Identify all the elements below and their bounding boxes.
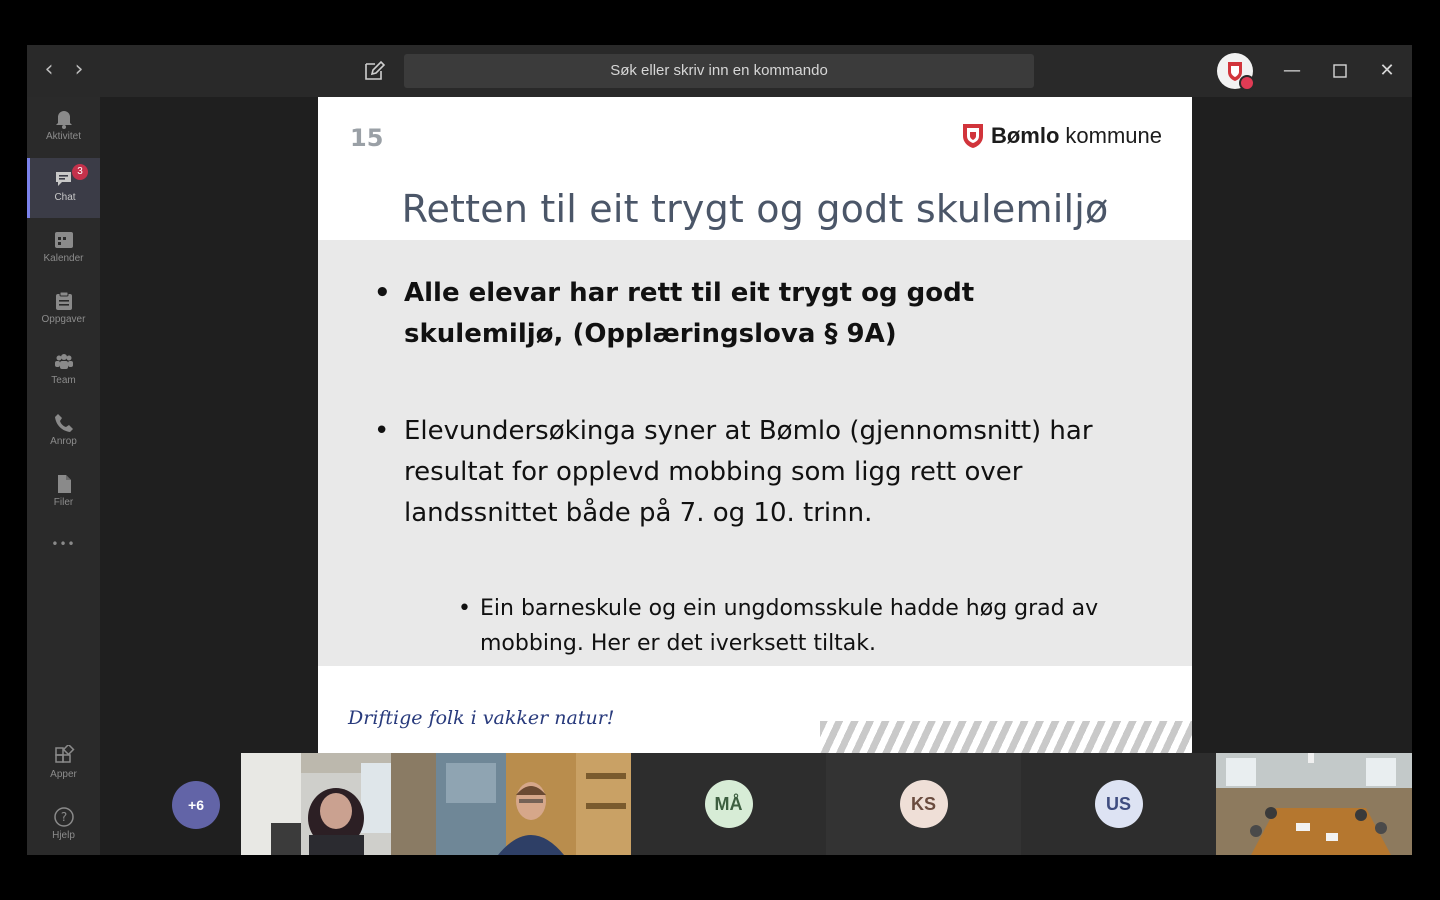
- participant-avatar: US: [1095, 780, 1143, 828]
- rail-item-hjelp[interactable]: [27, 796, 100, 855]
- slide-number: 15: [350, 124, 384, 152]
- search-input[interactable]: Søk eller skriv inn en kommando: [404, 54, 1034, 88]
- app-rail: [27, 97, 100, 855]
- participant-tile-ks[interactable]: [826, 753, 1021, 855]
- chevron-left-icon[interactable]: ‹: [44, 57, 54, 82]
- participant-video-meeting-room: [1216, 753, 1412, 855]
- bullet-1: [374, 273, 1134, 355]
- decorative-stripes: [820, 721, 1192, 753]
- bullet-dot: •: [374, 278, 391, 308]
- compose-icon[interactable]: [362, 59, 386, 83]
- brand-name-rest: kommune: [1065, 123, 1162, 148]
- participant-video-woman: [241, 753, 436, 855]
- participant-video-tile[interactable]: [436, 753, 631, 855]
- title-bar: [27, 45, 1412, 97]
- rail-label: Kalender: [43, 253, 84, 264]
- minimize-icon[interactable]: —: [1283, 60, 1301, 81]
- rail-label: Hjelp: [52, 830, 75, 841]
- bullet-3-text: Ein barneskule og ein ungdomsskule hadde høg grad av mobbing. Her er det iverksett tiltak.: [480, 596, 1099, 656]
- bullet-3: [458, 591, 1160, 661]
- participant-tile-ma[interactable]: [631, 753, 826, 855]
- calendar-icon: [53, 229, 75, 251]
- participant-video-tile[interactable]: [1216, 753, 1412, 855]
- bullet-2: [374, 411, 1164, 534]
- bullet-dot: •: [458, 596, 471, 621]
- chevron-right-icon[interactable]: ›: [74, 57, 84, 82]
- close-icon[interactable]: ✕: [1379, 60, 1395, 81]
- rail-item-anrop[interactable]: [27, 402, 100, 462]
- rail-item-oppgaver[interactable]: [27, 280, 100, 340]
- rail-item-apper[interactable]: [27, 735, 100, 795]
- presentation-slide[interactable]: [318, 97, 1192, 753]
- rail-label: Filer: [53, 497, 74, 508]
- participant-video-man: [436, 753, 631, 855]
- maximize-icon[interactable]: [1325, 57, 1355, 85]
- participant-strip: [100, 753, 1412, 855]
- participant-video-tile[interactable]: [241, 753, 436, 855]
- file-icon: [53, 473, 75, 495]
- participant-tile-us[interactable]: [1021, 753, 1216, 855]
- rail-label: Oppgaver: [41, 314, 86, 325]
- presence-busy-icon: [1239, 75, 1255, 91]
- bell-icon: [53, 107, 75, 129]
- bullet-2-text: Elevundersøkinga syner at Bømlo (gjennomsnitt) har resultat for opplevd mobbing som ligg rett over landssnittet både på 7. og 10. trinn.: [404, 416, 1093, 528]
- shared-content-stage: [100, 97, 1412, 753]
- bomlo-shield-icon: [961, 122, 985, 150]
- bullet-dot: •: [374, 416, 390, 446]
- slide-tagline: Driftige folk i vakker natur!: [348, 707, 615, 729]
- rail-label: Chat: [54, 192, 76, 203]
- bullet-1-text: Alle elevar har rett til eit trygt og godt skulemiljø, (Opplæringslova § 9A): [404, 278, 975, 349]
- rail-label: Anrop: [50, 436, 77, 447]
- help-icon: [53, 806, 75, 828]
- rail-item-filer[interactable]: [27, 463, 100, 523]
- rail-item-team[interactable]: [27, 341, 100, 401]
- apps-icon: [53, 745, 75, 767]
- unread-badge: 3: [72, 164, 88, 180]
- team-icon: [53, 351, 75, 373]
- rail-item-chat[interactable]: [27, 158, 100, 218]
- more-participants-button[interactable]: +6: [172, 781, 220, 829]
- brand-name-bold: Bømlo: [990, 123, 1060, 148]
- participant-avatar: KS: [900, 780, 948, 828]
- svg-text:?: ?: [60, 810, 67, 824]
- rail-item-kalender[interactable]: [27, 219, 100, 279]
- phone-icon: [53, 412, 75, 434]
- participant-avatar: MÅ: [705, 780, 753, 828]
- teams-window: [27, 45, 1412, 855]
- more-apps-icon[interactable]: •••: [51, 537, 76, 551]
- profile-avatar[interactable]: [1217, 53, 1253, 89]
- rail-label: Team: [51, 375, 76, 386]
- brand-logo: [961, 121, 1162, 151]
- rail-label: Apper: [50, 769, 77, 780]
- slide-title: Retten til eit trygt og godt skulemiljø: [401, 187, 1109, 231]
- tasks-icon: [53, 290, 75, 312]
- rail-item-aktivitet[interactable]: [27, 97, 100, 157]
- rail-label: Aktivitet: [45, 131, 81, 142]
